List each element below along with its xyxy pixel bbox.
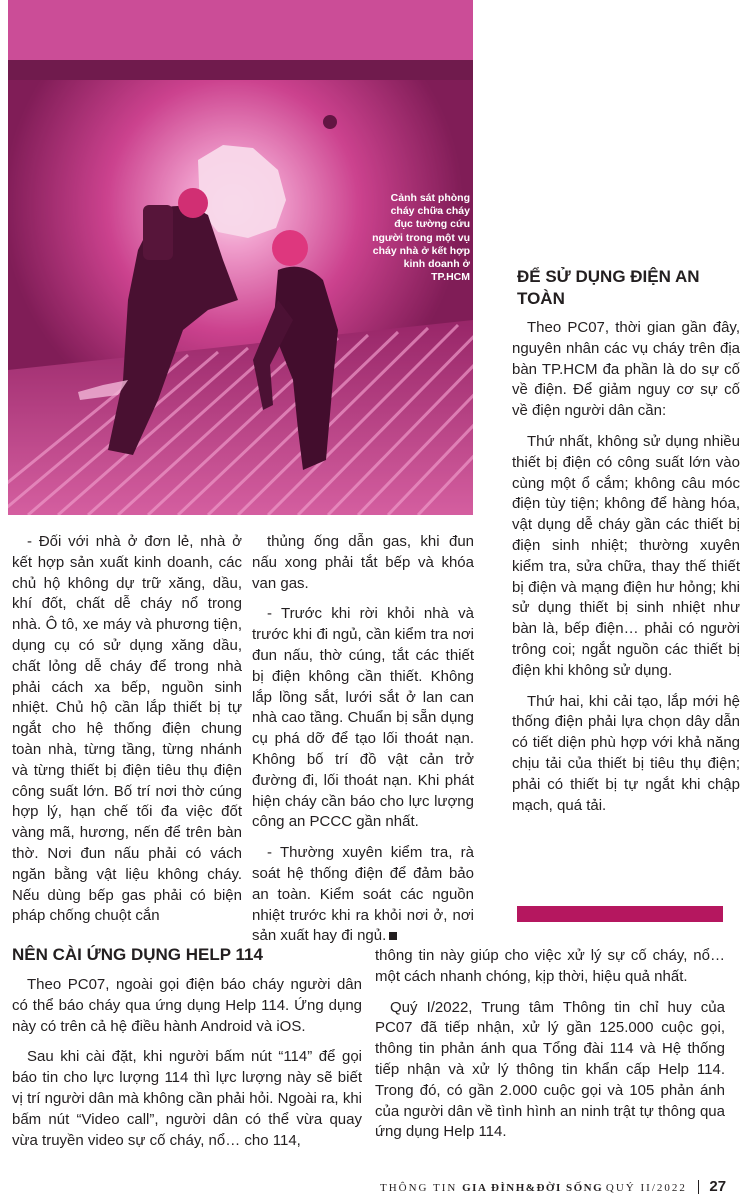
sidebar-heading: ĐỂ SỬ DỤNG ĐIỆN AN TOÀN: [517, 267, 700, 308]
magazine-name: [380, 1182, 603, 1194]
paragraph: thông tin này giúp cho việc xử lý sự cố cháy, nổ… một cách nhanh chóng, kịp thời, hiệu quả nhất.: [375, 947, 725, 985]
article-column-1: [12, 532, 242, 927]
magazine-brand-2: ĐỜI SỐNG: [536, 1182, 604, 1194]
magazine-brand-1: GIA ĐÌNH: [462, 1182, 526, 1194]
footer-divider: [698, 1180, 699, 1194]
page-number: 27: [709, 1178, 727, 1195]
paragraph: Sau khi cài đặt, khi người bấm nút “114” để gọi báo tin cho lực lượng 114 thì lực lượng này sẽ biết vị trí người dân mà không cần phải hỏi. Ngoài ra, khi bấm nút “Video call”, người dân có thể vừa quay vừa truyền video sự cố cháy, nổ… cho 114,: [12, 1048, 362, 1149]
photo-caption: Cảnh sát phòng cháy chữa cháy đục tường cứu người trong một vụ cháy nhà ở kết hợp kinh doanh ở TP.HCM: [372, 192, 470, 284]
paragraph: Thứ hai, khi cải tạo, lắp mới hệ thống điện phải lựa chọn dây dẫn có tiết diện phù hợp với khả năng chịu tải của thiết bị tiêu thụ điện; phải có thiết bị tự ngắt khi chập mạch, quá tải.: [512, 692, 740, 814]
help114-column-1: [12, 975, 362, 1151]
magazine-ampersand: &: [525, 1182, 537, 1194]
issue-label: QUÝ II/2022: [605, 1182, 687, 1194]
paragraph: - Trước khi rời khỏi nhà và trước khi đi ngủ, cần kiểm tra nơi đun nấu, thờ cúng, tắt các thiết bị điện không cần thiết. Không lắp lồng sắt, lưới sắt ở lan can nhà cao tầng. Chuẩn bị sẵn dụng cụ phá dỡ để tạo lối thoát nạn. Không bố trí đồ vật cản trở đường đi, lối thoát nạn. Khi phát hiện cháy cần báo cho lực lượng công an PCCC gần nhất.: [252, 605, 474, 831]
sidebar-accent-bar: [517, 906, 723, 922]
end-of-article-mark: [389, 932, 397, 940]
paragraph-text: - Thường xuyên kiểm tra, rà soát hệ thống điện để đảm bảo an toàn. Kiểm soát các nguồn nhiệt trước khi ra khỏi nơi ở, nơi sản xuất hay đi ngủ.: [252, 844, 474, 945]
magazine-prefix: THÔNG TIN: [380, 1182, 458, 1194]
sidebar-column: [512, 318, 740, 816]
help114-heading: NÊN CÀI ỨNG DỤNG HELP 114: [12, 945, 263, 964]
article-column-2: [252, 532, 474, 947]
paragraph: Theo PC07, thời gian gần đây, nguyên nhân các vụ cháy trên địa bàn TP.HCM đa phần là do sự cố về điện. Để giảm nguy cơ sự cố về điện người dân cần:: [512, 319, 740, 420]
paragraph: [252, 843, 474, 947]
help114-column-2: [375, 946, 725, 1143]
paragraph: thủng ống dẫn gas, khi đun nấu xong phải tắt bếp và khóa van gas.: [252, 533, 474, 592]
fire-rescue-photo: [8, 0, 473, 515]
paragraph: Theo PC07, ngoài gọi điện báo cháy người dân có thể báo cháy qua ứng dụng Help 114. Ứng dụng này có trên cả hệ điều hành Android và iOS.: [12, 976, 362, 1035]
paragraph: Quý I/2022, Trung tâm Thông tin chỉ huy của PC07 đã tiếp nhận, xử lý gần 125.000 cuộc gọi, thông tin phản ánh qua Tổng đài 114 và Hệ thống tiếp nhận và xử lý thông tin khẩn cấp Help 114. Trong đó, có gần 2.000 cuộc gọi và 105 phản ánh của người dân về tình hình an ninh trật tự thông qua ứng dụng Help 114.: [375, 998, 725, 1141]
page-footer: [380, 1178, 725, 1196]
paragraph: Thứ nhất, không sử dụng nhiều thiết bị điện có công suất lớn vào cùng một ổ cắm; không câu móc điện tùy tiện; không để hàng hóa, vật dụng dễ cháy gần các thiết bị điện sinh nhiệt; thường xuyên kiểm tra, sửa chữa, thay thế thiết bị điện và mạng điện hư hỏng; khi sử dụng thiết bị sinh nhiệt như bàn là, bếp điện… phải có người trông coi; ngắt nguồn các thiết bị điện khi không sử dụng.: [512, 432, 740, 679]
paragraph: - Đối với nhà ở đơn lẻ, nhà ở kết hợp sản xuất kinh doanh, các chủ hộ không dự trữ xăng, dầu, khí đốt, chất dễ cháy nổ trong nhà. Ô tô, xe máy và phương tiện, dụng cụ có sử dụng xăng dầu, chất lỏng dễ cháy để trong nhà phải cách xa bếp, nguồn sinh nhiệt. Chủ hộ cần lắp thiết bị tự ngắt cho hệ thống điện chung toàn nhà, từng tầng, từng nhánh và từng thiết bị điện tiêu thụ điện công suất lớn. Bố trí nơi thờ cúng hợp lý, hạn chế tối đa việc đốt vàng mã, hương, nến để trên bàn thờ. Nơi đun nấu phải có vách ngăn bằng vật liệu không cháy. Nếu dùng bếp gas phải có biện pháp chống chuột cắn: [12, 533, 242, 925]
